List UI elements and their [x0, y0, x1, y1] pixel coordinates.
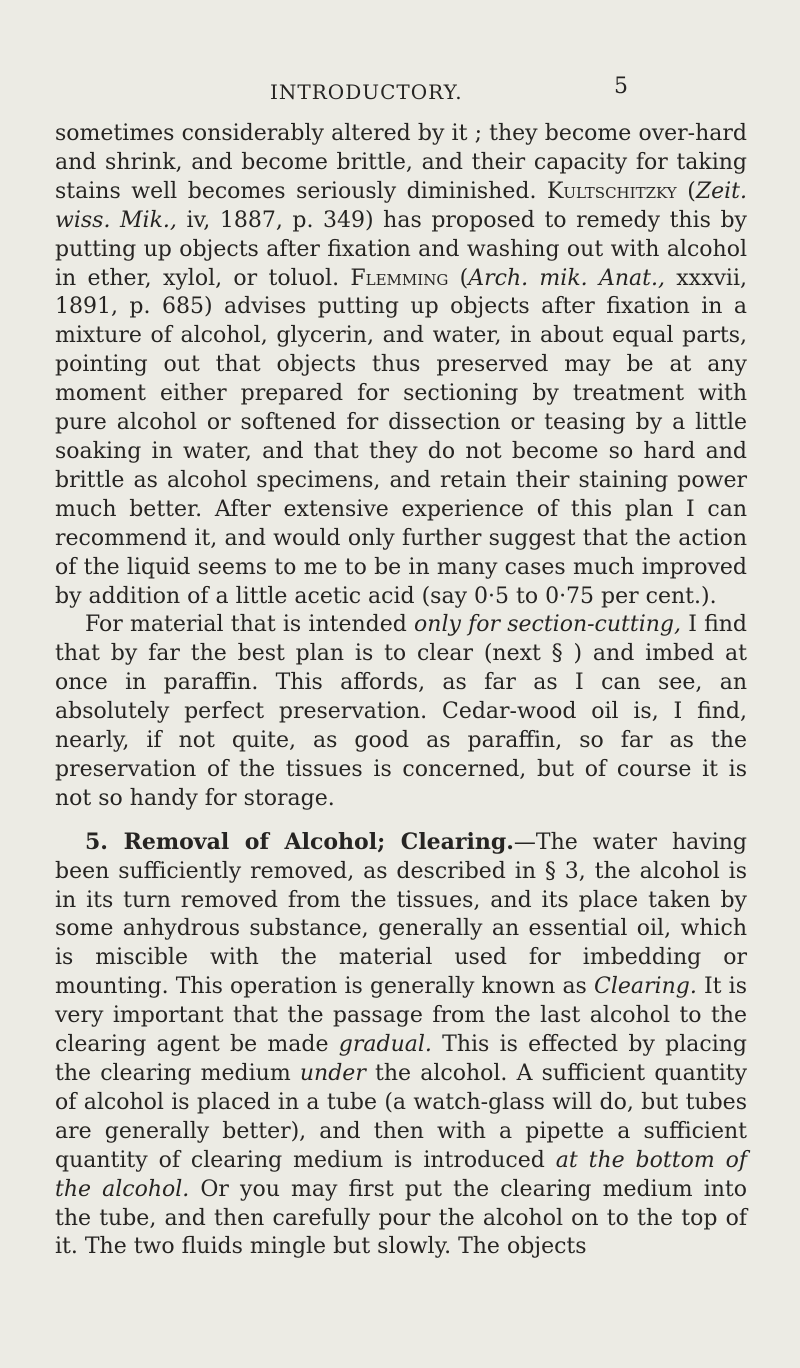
text-run: the alcohol. A sufficient quantity of alcohol is placed in a tube (a watch-glass will do, but tubes are generally better), and then with a pipette a sufficient quantity of clearing medium is introduced [55, 1061, 747, 1173]
text-run: This is effected by placing the clearing medium [55, 1032, 747, 1086]
text-run: —The water having been sufficiently removed, as described in § 3, the alcohol is in its turn removed from the tissues, and its place taken by some anhydrous substance, generally an essential oil, which is miscible with the material used for imbedding or mounting. This operation is generally known as [55, 829, 747, 1000]
running-head: INTRODUCTORY. [270, 80, 463, 104]
text-run: at the bottom of the alcohol. [55, 1147, 747, 1202]
text-run: Clearing. [594, 974, 697, 1000]
body-text [55, 120, 747, 1262]
section-heading: 5. Removal of Alcohol; Clearing. [85, 828, 514, 855]
text-run: Arch. mik. Anat., [468, 265, 665, 291]
text-run: For material that is intended [85, 612, 415, 638]
author-name: Kultschitzky [546, 178, 677, 204]
text-run: xxxvii, 1891, p. 685) advises putting up objects after fixation in a mixture of alcohol, glycerin, and water, in about equal parts, pointing out that objects thus preserved may be at any moment either prepared for sectioning by treatment with pure alcohol or softened for dissection or teasing by a little soaking in water, and that they do not become so hard and brittle as alcohol specimens, and retain their staining power much better. After extensive experience of this plan I can recommend it, and would only further suggest that the action of the liquid seems to me to be in many cases much improved by addition of a little acetic acid (say 0·5 to 0·75 per cent.). [55, 265, 747, 609]
text-run: only for section-cutting, [414, 612, 682, 638]
page-number: 5 [614, 74, 628, 99]
page-header [0, 74, 800, 110]
text-run: Zeit. wiss. Mik., [55, 178, 748, 233]
text-run: Or you may first put the clearing medium into the tube, and then carefully pour the alcohol on to the top of it. The two fluids mingle but slowly. The objects [55, 1176, 747, 1260]
text-run: It is very important that the passage from the last alcohol to the clearing agent be made [55, 974, 747, 1058]
paragraph [55, 120, 747, 611]
text-run: under [299, 1061, 366, 1086]
section-paragraph [55, 828, 747, 1263]
author-name: Flemming [350, 265, 449, 291]
text-run: gradual. [338, 1032, 432, 1058]
text-run: ( [448, 265, 469, 291]
text-run: ( [676, 178, 696, 204]
text-run: sometimes considerably altered by it ; they become over-hard and shrink, and become brittle, and their capacity for taking stains well becomes seriously diminished. [55, 121, 747, 204]
text-run: I find that by far the best plan is to clear (next § ) and imbed at once in paraffin. This affords, as far as I can see, an absolutely perfect preservation. Cedar-wood oil is, I find, nearly, if not quite, as good as paraffin, so far as the preservation of the tissues is concerned, but of course it is not so handy for storage. [55, 612, 748, 811]
paragraph [55, 611, 747, 813]
text-run: iv, 1887, p. 349) has proposed to remedy this by putting up objects after fixation and washing out with alcohol in ether, xylol, or toluol. [55, 207, 747, 291]
